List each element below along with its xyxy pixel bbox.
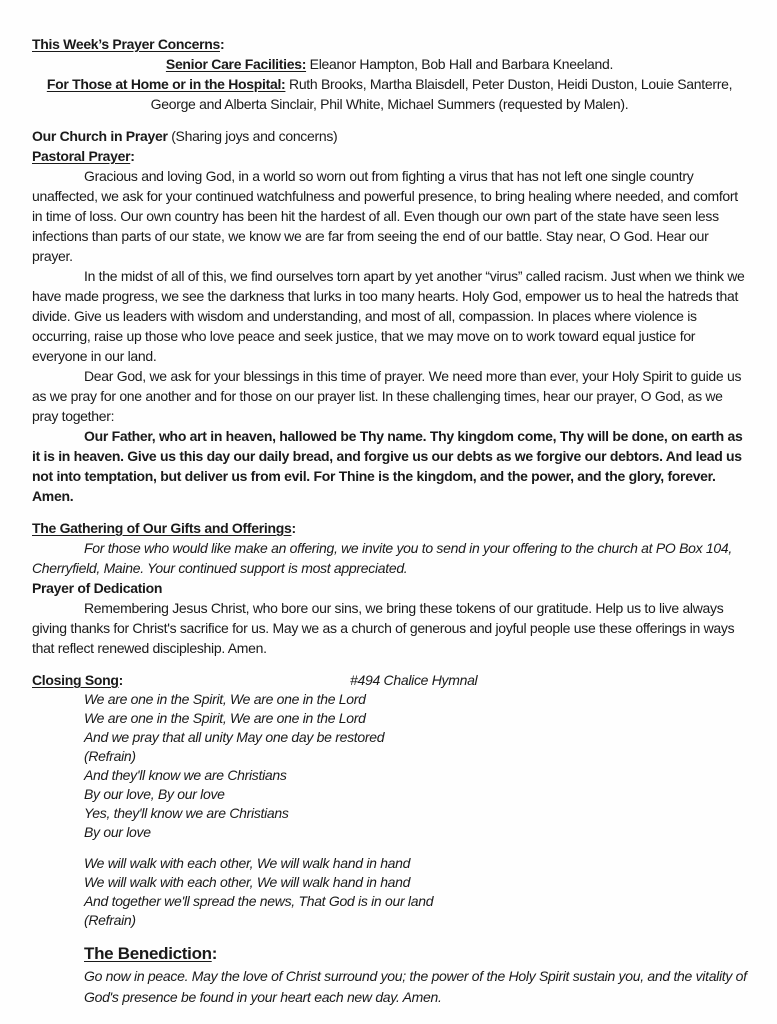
pastoral-paragraph-3: Dear God, we ask for your blessings in this time of prayer. We need more than ever, your Holy Spirit to guide us as we pray for one another and for those on our prayer list. In these challenging times, hear our prayer, O God, as we pray together: — [32, 368, 742, 424]
prayer-concerns-heading-colon: : — [220, 36, 225, 52]
home-hospital-line — [32, 74, 747, 114]
closing-song-heading-row — [32, 670, 747, 690]
closing-song-heading-colon: : — [118, 672, 123, 688]
verse-spacer — [32, 842, 747, 854]
pastoral-paragraph-1: Gracious and loving God, in a world so worn out from fighting a virus that has not left one single country unaffected, we ask for your continued watchfulness and powerful presence, to bring healing where needed, and comfort in time of loss. Our own country has been hit the hardest of all. Even though our own part of the state have seen less infections than parts of our state, we know we are far from seeing the end of our battle. Stay near, O God. Hear our prayer. — [32, 168, 738, 264]
pastoral-prayer-heading-colon: : — [130, 148, 135, 164]
song-line: And together we'll spread the news, That God is in our land — [84, 893, 434, 909]
song-line: (Refrain) — [84, 912, 136, 928]
benediction-heading-text: The Benediction — [84, 944, 212, 963]
home-hospital-names: Ruth Brooks, Martha Blaisdell, Peter Duston, Heidi Duston, Louie Santerre, George and Alberta Sinclair, Phil White, Michael Summers (requested by Malen). — [150, 76, 733, 112]
offerings-section — [32, 518, 747, 658]
closing-song-section — [32, 670, 747, 930]
song-line: By our love, By our love — [84, 786, 225, 802]
song-verse-2 — [84, 854, 747, 930]
church-in-prayer-heading — [32, 126, 747, 146]
church-in-prayer-subtitle: (Sharing joys and concerns) — [171, 128, 338, 144]
section-spacer — [32, 114, 747, 126]
offerings-heading — [32, 518, 747, 538]
song-line: We will walk with each other, We will walk hand in hand — [84, 855, 411, 871]
offering-invitation: For those who would like make an offering, we invite you to send in your offering to the church at PO Box 104, Cherryfield, Maine. Your continued support is most appreciated. — [32, 540, 732, 576]
benediction-heading-colon: : — [211, 944, 218, 963]
benediction-text: Go now in peace. May the love of Christ surround you; the power of the Holy Spirit sustain you, and the vitality of God's presence be found in your heart each new day. Amen. — [84, 968, 747, 1005]
prayer-concerns-heading — [32, 34, 747, 54]
song-line: (Refrain) — [84, 748, 136, 764]
church-in-prayer-title: Our Church in Prayer — [32, 128, 168, 144]
pastoral-paragraph-2: In the midst of all of this, we find ourselves torn apart by yet another “virus” called racism. Just when we think we have made progress, we see the darkness that lurks in too many hearts. Holy God, empower us to heal the hatreds that divide. Give us leaders with wisdom and understanding, and most of all, compassion. In places where violence is occurring, raise up those who love peace and seek justice, that we may move on to work toward equal justice for everyone in our land. — [32, 268, 745, 364]
lords-prayer-paragraph: Our Father, who art in heaven, hallowed be Thy name. Thy kingdom come, Thy will be done, on earth as it is in heaven. Give us this day our daily bread, and forgive us our debts as we forgive our debtors. And lead us not into temptation, but deliver us from evil. For Thine is the kingdom, and the power, and the glory, forever. Amen. — [32, 428, 743, 504]
pastoral-prayer-section — [32, 126, 747, 506]
song-line: By our love — [84, 824, 151, 840]
pastoral-prayer-heading — [32, 146, 747, 166]
senior-care-label: Senior Care Facilities: — [165, 56, 307, 72]
offerings-heading-text: The Gathering of Our Gifts and Offerings — [32, 520, 292, 536]
song-line: We are one in the Spirit, We are one in the Lord — [84, 710, 366, 726]
section-spacer — [32, 658, 747, 670]
song-line: And we pray that all unity May one day be restored — [84, 729, 385, 745]
song-line: Yes, they'll know we are Christians — [84, 805, 289, 821]
section-spacer — [32, 506, 747, 518]
offerings-heading-colon: : — [291, 520, 296, 536]
song-verse-1 — [84, 690, 747, 842]
senior-care-names: Eleanor Hampton, Bob Hall and Barbara Kneeland. — [309, 56, 614, 72]
home-hospital-label: For Those at Home or in the Hospital: — [46, 76, 286, 92]
hymn-reference: #494 Chalice Hymnal — [350, 672, 478, 688]
benediction-heading — [84, 942, 747, 966]
dedication-heading: Prayer of Dedication — [32, 580, 163, 596]
prayer-concerns-heading-text: This Week’s Prayer Concerns — [32, 36, 220, 52]
benediction-section — [32, 942, 747, 1008]
prayer-concerns-section — [32, 34, 747, 114]
section-spacer — [32, 930, 747, 940]
pastoral-prayer-heading-text: Pastoral Prayer — [32, 148, 131, 164]
song-line: We are one in the Spirit, We are one in the Lord — [84, 691, 366, 707]
song-line: We will walk with each other, We will walk hand in hand — [84, 874, 411, 890]
dedication-paragraph: Remembering Jesus Christ, who bore our sins, we bring these tokens of our gratitude. Help us to live always giving thanks for Christ's sacrifice for us. May we as a church of generous and joyful people use these offerings in ways that reflect renewed discipleship. Amen. — [32, 600, 735, 656]
song-line: And they'll know we are Christians — [84, 767, 287, 783]
closing-song-heading-text: Closing Song — [32, 672, 119, 688]
senior-care-line — [32, 54, 747, 74]
